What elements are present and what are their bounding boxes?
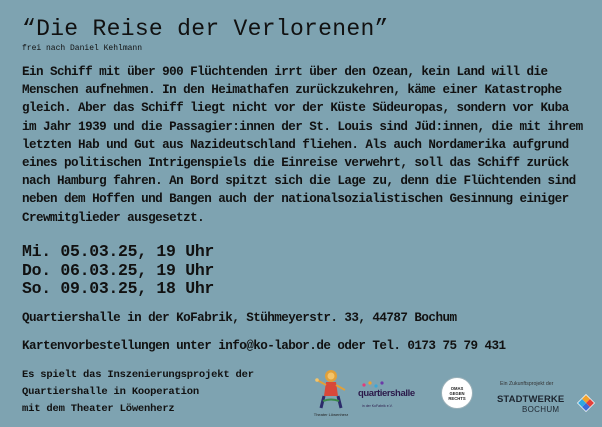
date-entry: So. 09.03.25, 18 Uhr (22, 279, 215, 298)
credit-line: Es spielt das Inszenierungsprojekt der (22, 369, 254, 381)
event-title: “Die Reise der Verlorenen” (22, 16, 389, 42)
credit-line: mit dem Theater Löwenherz (22, 403, 175, 415)
omas-gegen-rechts-logo (441, 377, 473, 409)
stadtwerke-tagline: Ein Zukunftsprojekt der (500, 381, 554, 387)
venue-address: Quartiershalle in der KoFabrik, Stühmeyerstr. 33, 44787 Bochum (22, 311, 457, 325)
description-line: Crewmitglieder ausgesetzt. (22, 210, 205, 225)
date-entry: Mi. 05.03.25, 19 Uhr (22, 242, 215, 261)
description-line: neben dem Hoffen und Bangen auch der nationalsozialistischen Gesinnung einiger (22, 192, 569, 207)
date-entry: Do. 06.03.25, 19 Uhr (22, 260, 215, 280)
description-line: Menschen aufnehmen. In den Heimathafen zurückzukehren, käme einer Katastrophe (22, 83, 562, 98)
credit-line: Quartiershalle in Kooperation (22, 386, 199, 398)
stadtwerke-diamond-icon (576, 393, 596, 413)
stadtwerke-wordmark: STADTWERKE (497, 394, 565, 405)
quartiershalle-subline: in der KoFabrik e.V. (362, 404, 393, 408)
omas-line: RECHTS (448, 395, 466, 401)
description-line: nach Hamburg fahren. An Bord spitzt sich die Lage zu, denn die Flüchtenden sind (22, 174, 576, 189)
stadtwerke-bochum-logo (492, 380, 598, 420)
description-line: letzten Hab und Gut aus Nazideutschland fliehen. Als auch Nordamerika aufgrund (22, 137, 569, 152)
credits-text (22, 367, 254, 418)
quartiershalle-logo (356, 380, 420, 416)
quartiershalle-wordmark: quartiershalle (358, 388, 415, 399)
description-line: eines politischen Intrigenspiels die Einreise verwehrt, soll das Schiff zurück (22, 156, 569, 171)
description-line: im Jahr 1939 und die Passagier:innen der St. Louis sind Jüd:innen, die mit ihrem (22, 119, 583, 134)
omas-line: OMAS (450, 385, 464, 391)
lion-figure-icon (309, 368, 353, 412)
theater-loewenherz-logo (309, 368, 353, 422)
description-line: Ein Schiff mit über 900 Flüchtenden irrt über den Ozean, kein Land will die (22, 65, 548, 79)
description-line: gleich. Aber das Schiff liegt nicht vor der Küste Südeuropas, sondern vor Kuba (22, 101, 569, 116)
performance-dates (22, 243, 214, 299)
event-description (22, 63, 594, 227)
ticket-info: Kartenvorbestellungen unter info@ko-labor.de oder Tel. 0173 75 79 431 (22, 339, 506, 353)
theater-logo-caption: Theater Löwenherz (313, 412, 349, 417)
event-subtitle: frei nach Daniel Kehlmann (22, 44, 143, 53)
stadtwerke-city: BOCHUM (522, 405, 560, 414)
omas-line: GEGEN (449, 390, 465, 396)
